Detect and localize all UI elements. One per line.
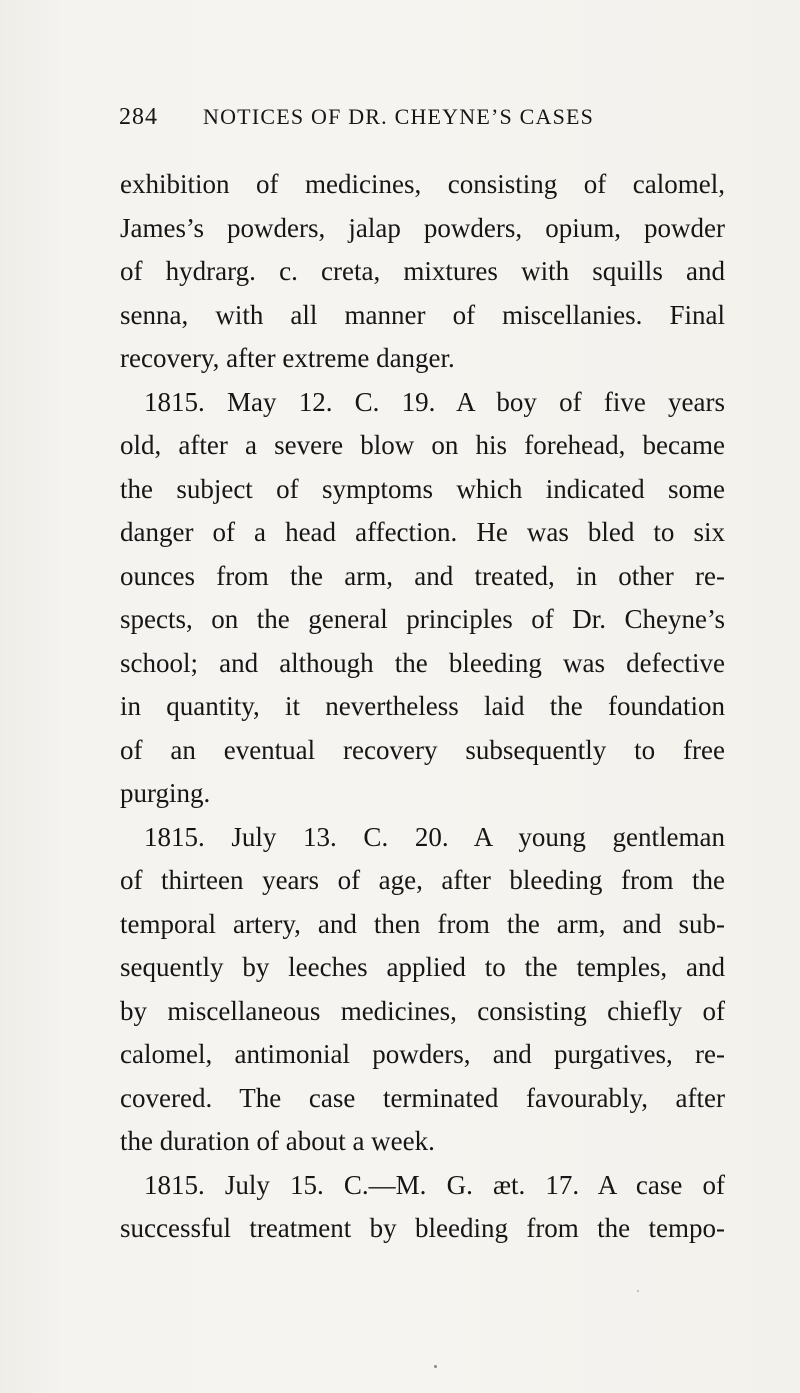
text-line: of hydrarg. c. creta, mixtures with squills and	[120, 256, 725, 286]
text-line: senna, with all manner of miscellanies. Final	[120, 299, 725, 330]
text-line: spects, on the general principles of Dr. Cheyne’s	[120, 604, 725, 634]
running-head: NOTICES OF DR. CHEYNE’S CASES	[203, 104, 595, 129]
body-text	[120, 163, 725, 1251]
paper-speck	[637, 1290, 639, 1292]
text-line: the subject of symptoms which indicated some	[120, 473, 725, 504]
paper-speck	[434, 1365, 437, 1368]
text-line: purging.	[120, 778, 211, 808]
text-line: 1815. July 13. C. 20. A young gentleman	[144, 821, 725, 852]
text-line: James’s powders, jalap powders, opium, powder	[120, 212, 725, 243]
text-line: 1815. July 15. C.—M. G. æt. 17. A case of	[144, 1169, 725, 1200]
text-line: 1815. May 12. C. 19. A boy of five years	[144, 386, 725, 417]
text-line: danger of a head affection. He was bled to six	[120, 517, 725, 547]
text-line: calomel, antimonial powders, and purgatives, re-	[120, 1039, 725, 1069]
text-line: old, after a severe blow on his forehead, became	[120, 430, 725, 460]
text-line: by miscellaneous medicines, consisting chiefly of	[120, 995, 725, 1026]
page-header	[119, 104, 719, 144]
page-number: 284	[119, 104, 158, 130]
text-line: school; and although the bleeding was defective	[120, 647, 725, 678]
text-line: successful treatment by bleeding from the tempo-	[120, 1213, 725, 1243]
text-line: temporal artery, and then from the arm, and sub-	[120, 908, 725, 939]
text-line: of thirteen years of age, after bleeding from the	[120, 865, 725, 895]
text-line: in quantity, it nevertheless laid the foundation	[120, 691, 725, 721]
text-line: recovery, after extreme danger.	[120, 343, 455, 373]
text-line: sequently by leeches applied to the temples, and	[120, 952, 725, 982]
text-line: exhibition of medicines, consisting of calomel,	[120, 169, 725, 199]
text-line: ounces from the arm, and treated, in other re-	[120, 560, 725, 591]
text-line: the duration of about a week.	[120, 1126, 435, 1156]
text-line: covered. The case terminated favourably, after	[120, 1082, 725, 1113]
text-line: of an eventual recovery subsequently to free	[120, 734, 725, 765]
